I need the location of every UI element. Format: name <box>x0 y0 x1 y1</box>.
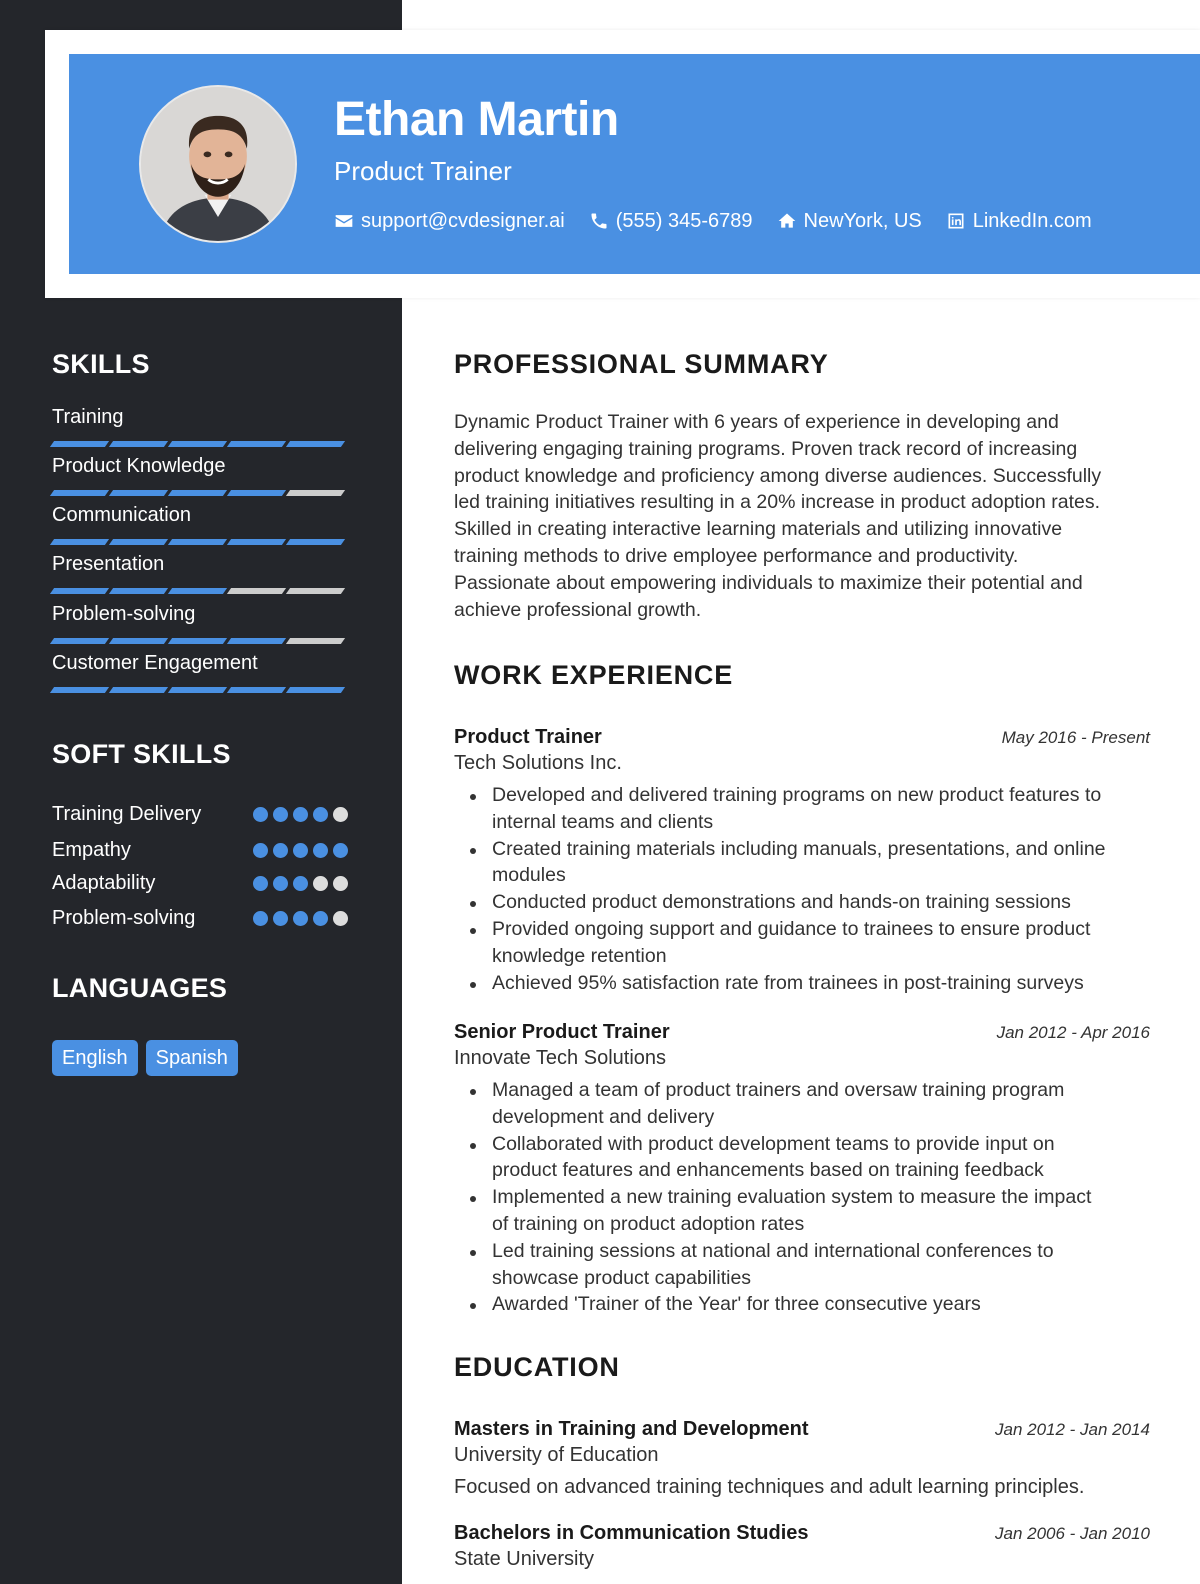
bullet-line: Created training materials including manuals, presentations, and online <box>492 837 1106 860</box>
experience-heading: WORK EXPERIENCE <box>454 660 734 690</box>
summary-line: Passionate about empowering individuals to maximize their potential and <box>454 571 1083 594</box>
linkedin-icon <box>946 211 966 231</box>
skill-level-segment <box>168 638 227 644</box>
soft-skill-label: Adaptability <box>52 872 156 894</box>
skill-level-segment <box>168 687 227 693</box>
skills-heading: SKILLS <box>52 349 150 379</box>
skill-level-segment <box>286 441 345 447</box>
contact-location <box>777 210 922 233</box>
soft-skill-rating <box>248 807 348 822</box>
skill-level-segment <box>286 490 345 496</box>
education-date: Jan 2012 - Jan 2014 <box>994 1420 1150 1439</box>
skill-bar <box>52 638 348 644</box>
contact-bar <box>334 206 1116 236</box>
skill-level-segment <box>50 441 109 447</box>
job-bullets <box>454 782 1150 996</box>
skill-label: Problem-solving <box>52 603 196 625</box>
school-name: State University <box>454 1548 595 1570</box>
education-entry <box>454 1418 1150 1499</box>
contact-linkedin-text: LinkedIn.com <box>972 209 1092 232</box>
skill-level-segment <box>227 638 286 644</box>
avatar <box>139 85 297 243</box>
skill-label: Presentation <box>52 553 165 575</box>
job-company: Innovate Tech Solutions <box>454 1047 667 1069</box>
skill-level-segment <box>109 441 168 447</box>
soft-skill-label: Training Delivery <box>52 803 202 825</box>
profile-photo <box>141 87 295 241</box>
contact-linkedin[interactable] <box>946 210 1092 233</box>
bullet-item <box>454 836 1150 890</box>
skill-bar <box>52 490 348 496</box>
bullet-line: Provided ongoing support and guidance to trainees to ensure product <box>492 917 1091 940</box>
skill-level-segment <box>50 539 109 545</box>
envelope-icon <box>334 211 354 231</box>
bullet-item <box>454 889 1150 916</box>
bullet-item <box>454 1184 1150 1238</box>
bullet-item <box>454 916 1150 970</box>
summary-line: training methods to drive employee performance and productivity. <box>454 544 1019 567</box>
rating-dot <box>273 911 288 926</box>
contact-phone-text: (555) 345-6789 <box>615 209 753 232</box>
skill-level-segment <box>109 638 168 644</box>
bullet-line: Collaborated with product development teams to provide input on <box>492 1132 1055 1155</box>
language-tag: Spanish <box>146 1040 238 1076</box>
bullet-line: product features and enhancements based on training feedback <box>492 1159 1044 1182</box>
rating-dot <box>333 876 348 891</box>
summary-line: delivering engaging training programs. Proven track record of increasing <box>454 437 1078 460</box>
skill-bar <box>52 588 348 594</box>
skill-bar <box>52 441 348 447</box>
skill-level-segment <box>227 490 286 496</box>
bullet-line: Developed and delivered training programs on new product features to <box>492 784 1102 806</box>
skill-bar <box>52 539 348 545</box>
bullet-line: development and delivery <box>492 1105 715 1128</box>
job-date: May 2016 - Present <box>1001 728 1150 747</box>
rating-dot <box>333 911 348 926</box>
skill-label: Product Knowledge <box>52 455 226 477</box>
skill-level-segment <box>168 539 227 545</box>
skill-label: Training <box>52 406 124 428</box>
job-entry <box>454 1021 1150 1318</box>
rating-dot <box>313 843 328 858</box>
rating-dot <box>253 876 268 891</box>
education-date: Jan 2006 - Jan 2010 <box>994 1524 1150 1543</box>
rating-dot <box>273 807 288 822</box>
bullet-line: internal teams and clients <box>492 810 714 833</box>
job-title: Product Trainer <box>454 726 602 748</box>
rating-dot <box>273 843 288 858</box>
bullet-line: Awarded 'Trainer of the Year' for three consecutive years <box>492 1293 981 1316</box>
rating-dot <box>273 876 288 891</box>
job-title: Senior Product Trainer <box>454 1021 670 1043</box>
skill-item <box>52 603 348 644</box>
skill-label: Customer Engagement <box>52 652 258 674</box>
skill-item <box>52 652 348 693</box>
home-icon <box>777 211 797 231</box>
education-description: Focused on advanced training techniques and adult learning principles. <box>454 1476 1085 1498</box>
bullet-line: of training on product adoption rates <box>492 1212 805 1235</box>
skill-item <box>52 553 348 594</box>
soft-skill-item <box>52 839 348 862</box>
bullet-line: modules <box>492 864 566 887</box>
skill-level-segment <box>286 539 345 545</box>
bullet-line: Achieved 95% satisfaction rate from trainees in post-training surveys <box>492 971 1084 994</box>
bullet-item <box>454 1238 1150 1292</box>
summary-text <box>454 409 1154 623</box>
education-entry <box>454 1522 1150 1571</box>
skill-level-segment <box>109 687 168 693</box>
soft-skill-item <box>52 803 348 826</box>
rating-dot <box>293 807 308 822</box>
contact-email-text: support@cvdesigner.ai <box>361 209 565 232</box>
skill-level-segment <box>286 687 345 693</box>
summary-line: achieve professional growth. <box>454 598 702 621</box>
skill-level-segment <box>109 588 168 594</box>
skill-level-segment <box>227 588 286 594</box>
soft-skill-rating <box>248 876 348 891</box>
skill-level-segment <box>168 490 227 496</box>
rating-dot <box>293 876 308 891</box>
school-name: University of Education <box>454 1444 659 1466</box>
rating-dot <box>313 807 328 822</box>
degree-title: Masters in Training and Development <box>454 1418 809 1440</box>
rating-dot <box>253 843 268 858</box>
skill-level-segment <box>168 588 227 594</box>
soft-skills-heading: SOFT SKILLS <box>52 739 231 769</box>
soft-skill-label: Empathy <box>52 839 131 861</box>
bullet-line: Led training sessions at national and international conferences to <box>492 1239 1054 1262</box>
rating-dot <box>253 911 268 926</box>
rating-dot <box>333 807 348 822</box>
bullet-item <box>454 1131 1150 1185</box>
skill-level-segment <box>50 687 109 693</box>
phone-icon <box>589 211 609 231</box>
job-company: Tech Solutions Inc. <box>454 752 622 774</box>
summary-heading: PROFESSIONAL SUMMARY <box>454 349 829 379</box>
bullet-item <box>454 782 1150 836</box>
summary-line: led training initiatives resulting in a 20% increase in product adoption rates. <box>454 491 1101 514</box>
skill-item <box>52 504 348 545</box>
soft-skill-label: Problem-solving <box>52 907 196 929</box>
skill-level-segment <box>227 687 286 693</box>
skill-level-segment <box>286 588 345 594</box>
rating-dot <box>313 911 328 926</box>
summary-line: Skilled in creating interactive learning materials and utilizing innovative <box>454 518 1063 541</box>
skill-level-segment <box>109 490 168 496</box>
rating-dot <box>313 876 328 891</box>
candidate-title: Product Trainer <box>334 156 512 186</box>
rating-dot <box>253 807 268 822</box>
skill-level-segment <box>109 539 168 545</box>
bullet-item <box>454 1291 1150 1318</box>
soft-skill-rating <box>248 911 348 926</box>
skill-level-segment <box>286 638 345 644</box>
skill-level-segment <box>50 638 109 644</box>
summary-line: product knowledge and proficiency among diverse audiences. Successfully <box>454 464 1102 487</box>
language-list <box>52 1040 246 1076</box>
soft-skill-rating <box>248 843 348 858</box>
rating-dot <box>293 843 308 858</box>
bullet-line: Implemented a new training evaluation system to measure the impact <box>492 1186 1092 1209</box>
skill-level-segment <box>227 539 286 545</box>
skill-label: Communication <box>52 504 191 526</box>
rating-dot <box>293 911 308 926</box>
soft-skill-item <box>52 907 348 930</box>
rating-dot <box>333 843 348 858</box>
skill-item <box>52 406 348 447</box>
skill-level-segment <box>227 441 286 447</box>
languages-heading: LANGUAGES <box>52 973 228 1003</box>
candidate-name: Ethan Martin <box>334 93 619 146</box>
language-tag: English <box>52 1040 138 1076</box>
education-heading: EDUCATION <box>454 1352 620 1382</box>
contact-phone[interactable] <box>589 210 753 233</box>
soft-skill-item <box>52 872 348 895</box>
bullet-item <box>454 1077 1150 1131</box>
degree-title: Bachelors in Communication Studies <box>454 1522 809 1544</box>
bullet-line: knowledge retention <box>492 944 667 967</box>
skill-level-segment <box>50 588 109 594</box>
bullet-line: Managed a team of product trainers and oversaw training program <box>492 1079 1065 1101</box>
bullet-line: Conducted product demonstrations and hands-on training sessions <box>492 891 1071 914</box>
bullet-item <box>454 970 1150 997</box>
contact-location-text: NewYork, US <box>803 209 922 232</box>
job-bullets <box>454 1077 1150 1318</box>
bullet-line: showcase product capabilities <box>492 1266 752 1289</box>
job-entry <box>454 726 1150 996</box>
skill-item <box>52 455 348 496</box>
skill-bar <box>52 687 348 693</box>
skill-level-segment <box>50 490 109 496</box>
summary-line: Dynamic Product Trainer with 6 years of experience in developing and <box>454 411 1059 433</box>
skill-level-segment <box>168 441 227 447</box>
job-date: Jan 2012 - Apr 2016 <box>996 1023 1150 1042</box>
contact-email[interactable] <box>334 210 565 233</box>
